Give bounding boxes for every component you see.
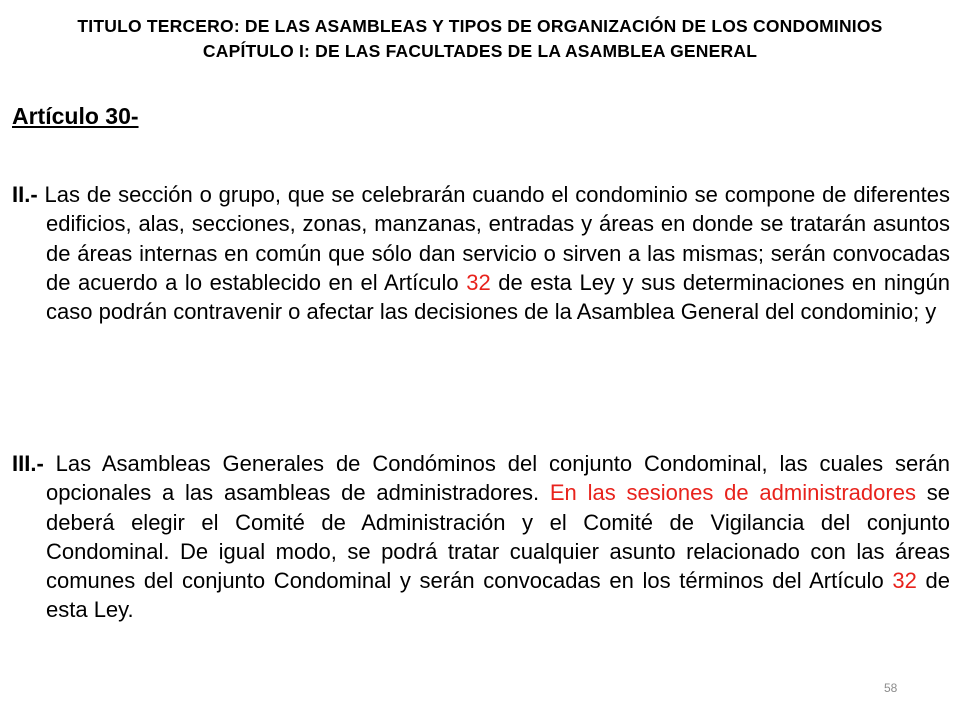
paragraph-ii-article-reference: 32 [466, 269, 491, 295]
paragraph-ii-text-1: Las de sección o grupo, que se celebrarán cuando el condominio se compone de diferentes edificios, alas, secciones, zonas, manzanas, entradas y áreas en donde se tratarán asuntos de áreas internas en común que sólo dan servicio o sirven a las mismas; serán convocadas de acuerdo a lo establecido en el Artículo [37, 182, 950, 295]
slide-header [0, 14, 960, 64]
paragraph-iii-text-1: Las Asambleas Generales de Condóminos del conjunto Condominal, las cuales serán opcionales a las asambleas de administradores. [43, 451, 950, 506]
paragraph-iii-number: III.- [12, 451, 44, 476]
article-title: Artículo 30- [12, 103, 139, 129]
page-number: 58 [884, 681, 898, 695]
paragraph-ii [12, 180, 950, 326]
paragraph-iii-text-2: se deberá elegir el Comité de Administración y el Comité de Vigilancia del conjunto Condominal. De igual modo, se podrá tratar cualquier asunto relacionado con las áreas comunes del conjunto Condominal y serán convocadas en los términos del Artículo [46, 480, 950, 594]
paragraph-iii-article-reference: 32 [892, 568, 917, 594]
header-title-line: TITULO TERCERO: DE LAS ASAMBLEAS Y TIPOS DE ORGANIZACIÓN DE LOS CONDOMINIOS [77, 16, 883, 36]
paragraph-ii-text-2: de esta Ley y sus determinaciones en ningún caso podrán contravenir o afectar las decisiones de la Asamblea General del condominio; y [46, 269, 950, 325]
paragraph-iii-highlight-sessions: En las sesiones de administradores [549, 480, 916, 506]
header-chapter-line: CAPÍTULO I: DE LAS FACULTADES DE LA ASAMBLEA GENERAL [202, 41, 758, 61]
paragraph-iii [12, 449, 950, 625]
paragraph-iii-text-3: de esta Ley. [46, 568, 950, 623]
paragraph-ii-number: II.- [12, 182, 38, 207]
